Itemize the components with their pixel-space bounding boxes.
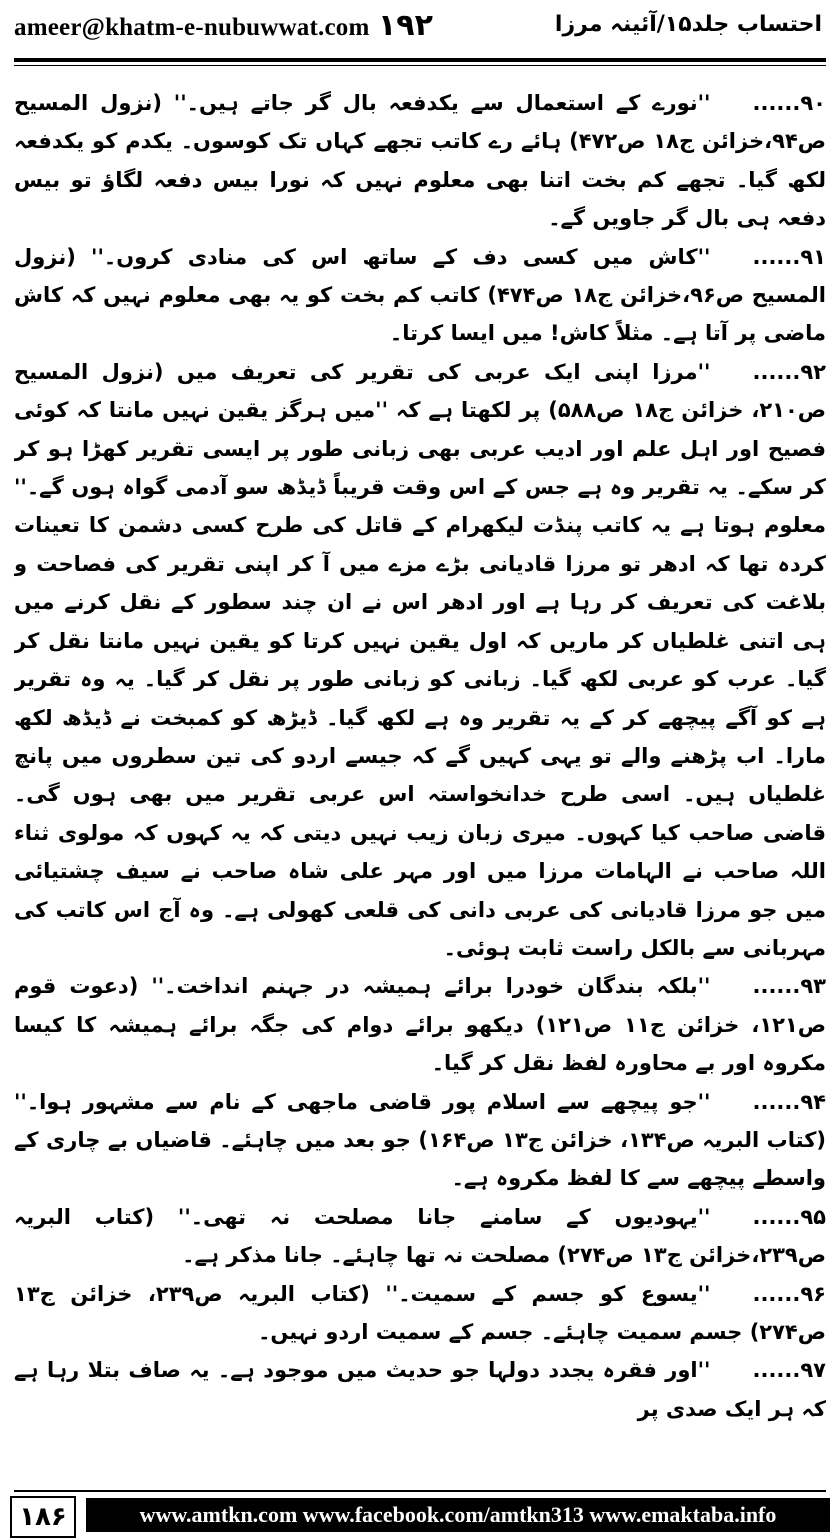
paragraph-text: ''اور فقرہ یجدد دولہا جو حدیث میں موجود ہے۔ یہ صاف بتلا رہا ہے کہ ہر ایک صدی پر [14, 1358, 826, 1421]
paragraph-97 [14, 1351, 826, 1428]
paragraph-number: ۹۱...... [752, 244, 826, 269]
paragraph-number: ۹۶...... [752, 1281, 826, 1306]
paragraph-text: ''جو پیچھے سے اسلام پور قاضی ماجھی کے نام سے مشہور ہوا۔'' (کتاب البریہ ص۱۳۴، خزائن ج۱۳ ص۱۶۴) جو بعد میں چاہئے۔ قاضیاں بے چاری کے واسطے پیچھے سے کا لفظ مکروہ ہے۔ [14, 1089, 826, 1191]
paragraph-number: ۹۰...... [752, 91, 826, 115]
header-rule-thick [14, 58, 826, 62]
paragraph-text: ''نورے کے استعمال سے یکدفعہ بال گر جاتے ہیں۔'' (نزول المسیح ص۹۴،خزائن ج۱۸ ص۴۷۲) ہائے رے کاتب تجھے کہاں تک کوسوں۔ یکدم کو یکدفعہ لکھ گیا۔ تجھے کم بخت اتنا بھی معلوم نہیں کہ نورا بیس دفعہ لگاؤ تو بیس دفعہ ہی بال گر جاویں گے۔ [14, 91, 826, 231]
page-header [0, 0, 840, 66]
footer-rule [14, 1490, 826, 1492]
paragraph-number: ۹۴...... [752, 1089, 826, 1114]
paragraph-number: ۹۷...... [752, 1358, 826, 1383]
paragraph-96 [14, 1275, 826, 1352]
paragraph-94 [14, 1083, 826, 1198]
paragraph-text: ''یسوع کو جسم کے سمیت۔'' (کتاب البریہ ص۲۳۹، خزائن ج۱۳ ص۲۷۴) جسم سمیت چاہئے۔ جسم کے سمیت اردو نہیں۔ [14, 1281, 826, 1344]
page-body [14, 84, 826, 1474]
header-page-number: ۱۹۲ [378, 8, 433, 43]
paragraph-92 [14, 353, 826, 968]
paragraph-90 [14, 84, 826, 238]
header-book-title: احتساب جلد۱۵/آئینہ مرزا [554, 12, 822, 37]
header-email: ameer@khatm-e-nubuwwat.com [14, 14, 370, 41]
paragraph-number: ۹۳...... [752, 974, 826, 999]
page-footer [0, 1490, 840, 1540]
paragraph-91 [14, 238, 826, 353]
footer-page-number: ۱۸۶ [10, 1496, 76, 1538]
header-rule-thin [14, 65, 826, 66]
paragraph-95 [14, 1198, 826, 1275]
footer-urls: www.amtkn.com www.facebook.com/amtkn313 www.emaktaba.info [86, 1498, 830, 1532]
paragraph-text: ''یہودیوں کے سامنے جانا مصلحت نہ تھی۔'' (کتاب البریہ ص۲۳۹،خزائن ج۱۳ ص۲۷۴) مصلحت نہ تھا چاہئے۔ جانا مذکر ہے۔ [14, 1204, 826, 1268]
paragraph-93 [14, 967, 826, 1082]
paragraph-text: ''مرزا اپنی ایک عربی کی تقریر کی تعریف میں (نزول المسیح ص۲۱۰، خزائن ج۱۸ ص۵۸۸) پر لکھتا ہے کہ ''میں ہرگز یقین نہیں مانتا کہ کوئی فصیح اور اہل علم اور ادیب عربی بھی زبانی طور پر ایسی تقریر کھڑا ہو کر کر سکے۔ یہ تقریر وہ ہے جس کے اس وقت قریباً ڈیڈھ سو آدمی گواہ ہوں گے۔'' معلوم ہوتا ہے یہ کاتب پنڈت لیکھرام کے قاتل کی طرح کسی دشمن کا تعینات کردہ تھا کہ ادھر تو مرزا قادیانی بڑے مزے میں آ کر اپنی تقریر کی فصاحت و بلاغت کی تعریف کر رہا ہے اور ادھر اس نے ان چند سطور کے نقل کرنے میں ہی اتنی غلطیاں کر ماریں کہ اول یقین نہیں کرتا کو یقین نہیں مانتا نقل کر گیا۔ عرب کو عربی لکھ گیا۔ زبانی کو زبانی طور پر نقل کر گیا۔ یہ وہ تقریر ہے کو آگے پیچھے کر کے یہ تقریر وہ ہے لکھ گیا۔ ڈیڑھ کو کمبخت نے ڈیڈھ لکھ مارا۔ اب پڑھنے والے تو یہی کہیں گے کہ جیسے اردو کی تین سطروں میں پانچ غلطیاں ہیں۔ اسی طرح خدانخواستہ اس عربی تقریر میں بھی ہوں گی۔ قاضی صاحب کیا کہوں۔ میری زبان زیب نہیں دیتی کہ یہ کہوں کہ مولوی ثناء اللہ صاحب نے الہامات مرزا میں اور مہر علی شاہ صاحب نے سیف چشتیائی میں جو مرزا قادیانی کی عربی دانی کی قلعی کھولی ہے۔ وہ آج اس کاتب کی مہربانی سے بالکل راست ثابت ہوئی۔ [14, 359, 826, 960]
paragraph-text: ''بلکہ بندگان خودرا برائے ہمیشہ در جہنم انداخت۔'' (دعوت قوم ص۱۲۱، خزائن ج۱۱ ص۱۲۱) دیکھو برائے دوام کی جگہ برائے ہمیشہ کا کیسا مکروہ اور بے محاورہ لفظ نقل کر گیا۔ [14, 974, 826, 1076]
paragraph-number: ۹۲...... [752, 359, 826, 384]
paragraph-text: ''کاش میں کسی دف کے ساتھ اس کی منادی کروں۔'' (نزول المسیح ص۹۶،خزائن ج۱۸ ص۴۷۴) کاتب کم بخت کو یہ بھی معلوم نہیں کہ کاش ماضی پر آتا ہے۔ مثلاً کاش! میں ایسا کرتا۔ [14, 244, 826, 346]
paragraph-number: ۹۵...... [752, 1204, 826, 1229]
